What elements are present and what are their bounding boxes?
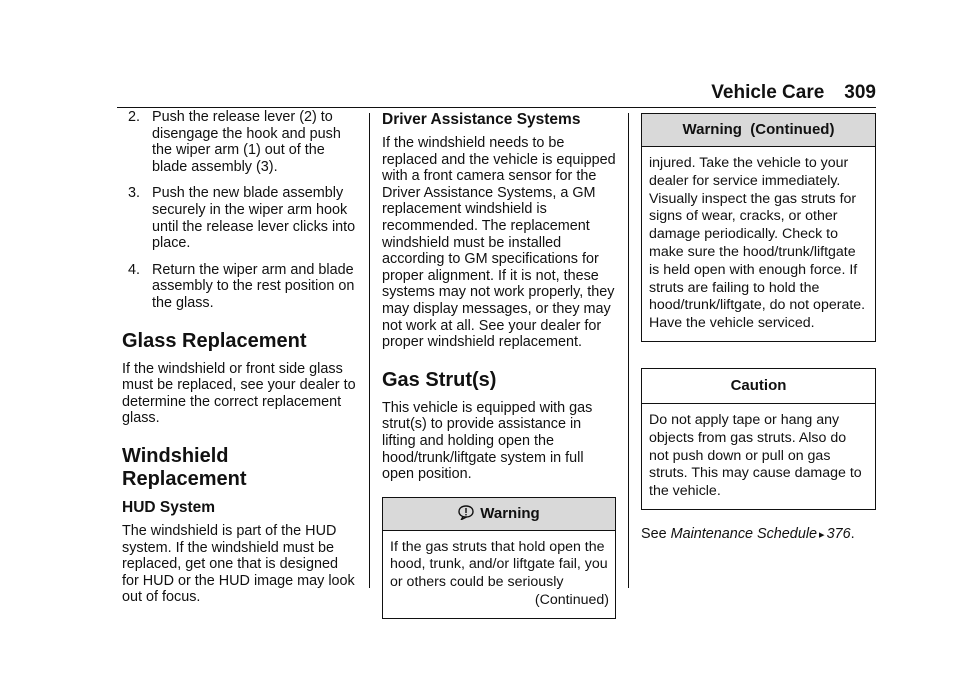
warning-icon — [458, 500, 474, 532]
step-number: 2. — [128, 109, 141, 125]
glass-replacement-text: If the windshield or front side glass must be replaced, see your dealer to determine the correct replacement glass. — [122, 360, 356, 427]
warning-continued-box — [641, 113, 876, 342]
column-divider — [628, 113, 629, 588]
step-text: Push the release lever (2) to disengage the hook and push the wiper arm (1) out of the blade assembly (3). — [152, 109, 341, 175]
glass-replacement-heading: Glass Replacement — [122, 329, 307, 352]
column-3 — [641, 107, 876, 544]
hud-system-heading: HUD System — [122, 498, 216, 516]
step-item — [122, 109, 356, 175]
caution-box — [641, 368, 876, 510]
step-text: Push the new blade assembly securely in the wiper arm hook until the release lever clicks into place. — [152, 185, 356, 252]
maintenance-schedule-link[interactable]: Maintenance Schedule — [670, 525, 818, 542]
column-divider — [369, 113, 370, 588]
warning-continued-header: Warning (Continued) — [642, 114, 875, 147]
page-header — [711, 82, 876, 104]
driver-assistance-heading: Driver Assistance Systems — [382, 111, 581, 128]
caution-header: Caution — [642, 369, 875, 404]
warning-body — [383, 531, 615, 618]
warning-continued-body: injured. Take the vehicle to your dealer for service immediately. Visually inspect the gas struts for signs of wear, cracks, or other damage periodically. Check to make sure the hood/trunk/liftgate is held open with enough force. If struts are failing to hold the hood/trunk/liftgate, do not operate. Have the vehicle serviced. — [649, 155, 866, 332]
warning-header — [383, 498, 615, 531]
caution-body: Do not apply tape or hang any objects from gas struts. Also do not push down or pull on gas struts. This may cause damage to the vehicle. — [649, 411, 862, 500]
see-reference — [641, 526, 876, 544]
warning-text: If the gas struts that hold open the hood, trunk, and/or liftgate fail, you or others could be seriously — [390, 538, 608, 591]
step-number: 4. — [128, 261, 141, 278]
column-2 — [382, 107, 616, 619]
page-number: 309 — [844, 82, 876, 103]
step-text: Return the wiper arm and blade assembly to the rest position on the glass. — [152, 261, 355, 311]
see-prefix: See — [641, 525, 667, 542]
step-item — [122, 262, 356, 312]
step-number: 3. — [128, 185, 141, 202]
warning-title: Warning — [480, 504, 540, 522]
page-reference[interactable]: 376 — [826, 525, 851, 542]
see-suffix: . — [850, 525, 855, 542]
continued-label: (Continued) — [534, 592, 609, 609]
windshield-replacement-heading: Windshield Replacement — [122, 444, 247, 490]
warning-box — [382, 497, 616, 619]
gas-struts-text: This vehicle is equipped with gas strut(s) to provide assistance in lifting and holding open the hood/trunk/liftgate system in full open position. — [382, 399, 593, 483]
page-ref-icon: ▸ — [819, 528, 825, 541]
hud-system-text: The windshield is part of the HUD system. If the windshield must be replaced, get one that is designed for HUD or the HUD image may look out of focus. — [122, 522, 355, 606]
column-1 — [122, 107, 356, 606]
gas-struts-heading: Gas Strut(s) — [382, 368, 497, 391]
step-item — [122, 185, 356, 251]
driver-assistance-text: If the windshield needs to be replaced and the vehicle is equipped with a front camera sensor for the Driver Assistance Systems, a GM replacement windshield is recommended. The replacement windshield must be installed according to GM specifications for proper alignment. If it is not, these systems may not work properly, they may display messages, or they may not work at all. See your dealer for proper windshield replacement. — [382, 135, 616, 351]
section-title: Vehicle Care — [711, 82, 825, 103]
